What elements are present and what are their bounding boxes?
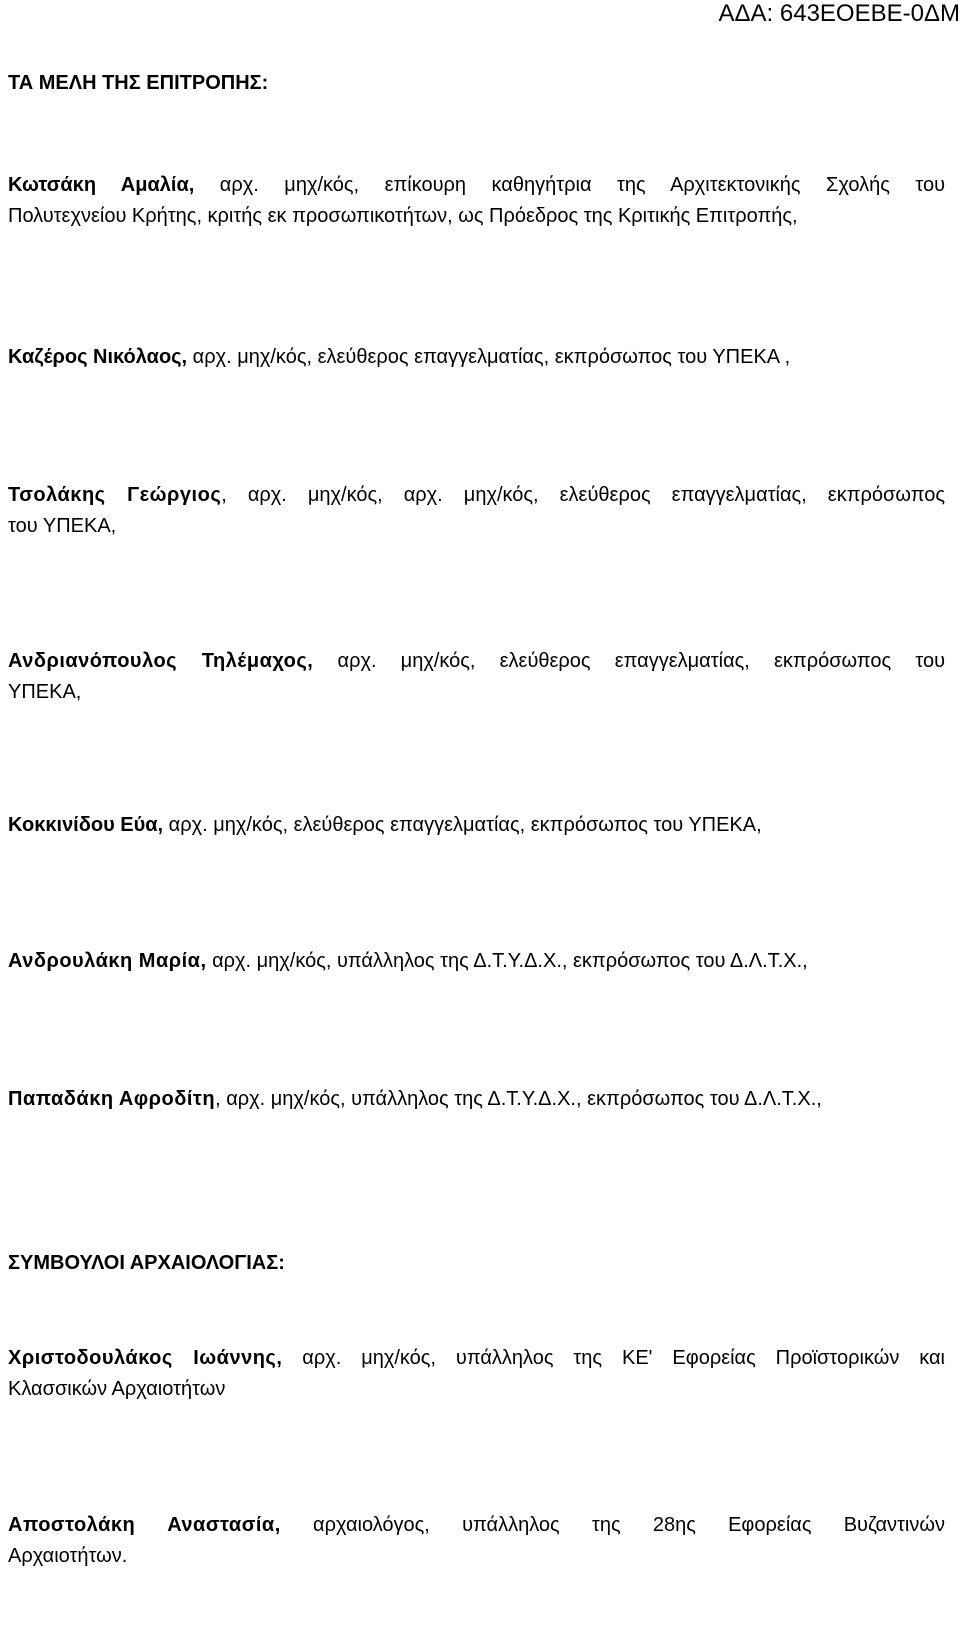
committee-heading: ΤΑ ΜΕΛΗ ΤΗΣ ΕΠΙΤΡΟΠΗΣ:: [8, 72, 269, 94]
member-name: Παπαδάκη Αφροδίτη: [8, 1088, 216, 1110]
member-description: αρχ. μηχ/κός, επίκουρη καθηγήτρια της Αρχιτεκτονικής Σχολής του: [194, 174, 946, 196]
member-description: αρχ. μηχ/κός, ελεύθερος επαγγελματίας, εκπρόσωπος του: [313, 650, 946, 672]
member-description: αρχ. μηχ/κός, ελεύθερος επαγγελματίας, εκπρόσωπος του ΥΠΕΚΑ ,: [187, 346, 791, 368]
advisor-description: αρχαιολόγος, υπάλληλος της 28ης Εφορείας Βυζαντινών: [280, 1514, 945, 1536]
member-description: , αρχ. μηχ/κός, υπάλληλος της Δ.Τ.Υ.Δ.Χ., εκπρόσωπος του Δ.Λ.Τ.Χ.,: [215, 1088, 822, 1110]
member-name: Καζέρος Νικόλαος,: [8, 346, 188, 368]
member-description-cont: του ΥΠΕΚΑ,: [8, 515, 117, 537]
member-description: αρχ. μηχ/κός, ελεύθερος επαγγελματίας, εκπρόσωπος του ΥΠΕΚΑ,: [163, 814, 762, 836]
member-name: Κωτσάκη Αμαλία,: [8, 174, 195, 196]
member-description: , αρχ. μηχ/κός, αρχ. μηχ/κός, ελεύθερος επαγγελματίας, εκπρόσωπος: [221, 484, 945, 506]
member-entry: [8, 342, 945, 373]
advisor-name: Αποστολάκη Αναστασία,: [8, 1514, 281, 1536]
member-name: Ανδριανόπουλος Τηλέμαχος,: [8, 650, 314, 672]
advisor-description: αρχ. μηχ/κός, υπάλληλος της ΚΕ' Εφορείας Προϊστορικών και: [282, 1347, 945, 1369]
member-entry: [8, 810, 945, 841]
advisor-description-cont: Αρχαιοτήτων.: [8, 1545, 128, 1567]
advisor-entry: [8, 1510, 945, 1572]
advisor-description-cont: Κλασσικών Αρχαιοτήτων: [8, 1378, 226, 1400]
member-entry: [8, 170, 945, 232]
member-entry: [8, 480, 945, 542]
member-description-cont: Πολυτεχνείου Κρήτης, κριτής εκ προσωπικοτήτων, ως Πρόεδρος της Κριτικής Επιτροπής,: [8, 205, 798, 227]
member-name: Ανδρουλάκη Μαρία,: [8, 950, 207, 972]
advisors-heading: ΣΥΜΒΟΥΛΟΙ ΑΡΧΑΙΟΛΟΓΙΑΣ:: [8, 1252, 285, 1274]
advisor-entry: [8, 1343, 945, 1405]
member-name: Τσολάκης Γεώργιος: [8, 484, 222, 506]
member-description: αρχ. μηχ/κός, υπάλληλος της Δ.Τ.Υ.Δ.Χ., εκπρόσωπος του Δ.Λ.Τ.Χ.,: [206, 950, 808, 972]
member-entry: [8, 646, 945, 708]
advisor-name: Χριστοδουλάκος Ιωάννης,: [8, 1347, 283, 1369]
member-description-cont: ΥΠΕΚΑ,: [8, 681, 82, 703]
member-entry: [8, 1084, 945, 1115]
member-name: Κοκκινίδου Εύα,: [8, 814, 164, 836]
member-entry: [8, 946, 945, 977]
document-code: ΑΔΑ: 643ΕΟΕΒΕ-0ΔΜ: [718, 0, 960, 27]
